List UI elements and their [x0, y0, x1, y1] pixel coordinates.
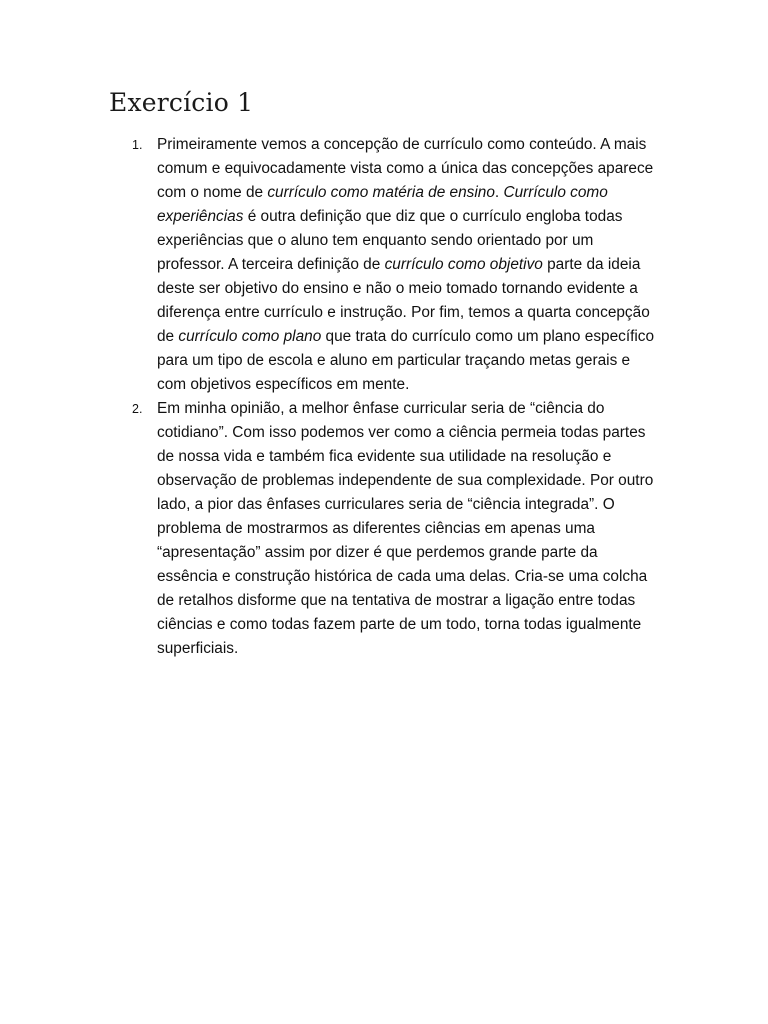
list-item-number: 1. — [132, 138, 143, 152]
list-item — [132, 397, 662, 661]
paragraph-text — [157, 136, 654, 393]
italic-term: Currículo como experiências — [157, 184, 608, 225]
italic-term: currículo como objetivo — [384, 256, 543, 273]
text-segment: é outra definição que diz que o currículo engloba todas experiências que o aluno tem enquanto sendo orientado por um professor. A terceira definição de — [157, 208, 623, 273]
italic-term: currículo como plano — [178, 328, 322, 345]
paragraph-text — [157, 400, 653, 657]
page-title: Exercício 1 — [109, 88, 254, 117]
numbered-list — [132, 133, 662, 661]
text-segment: . — [494, 184, 504, 201]
text-segment: Em minha opinião, a melhor ênfase curricular seria de “ciência do cotidiano”. Com isso podemos ver como a ciência permeia todas partes de nossa vida e também fica evidente sua utilidade na resolução e observação de problemas independente de sua complexidade. Por outro lado, a pior das ênfases curriculares seria de “ciência integrada”. O problema de mostrarmos as diferentes ciências em apenas uma “apresentação” assim por dizer é que perdemos grande parte da essência e construção histórica de cada uma delas. Cria-se uma colcha de retalhos disforme que na tentativa de mostrar a ligação entre todas ciências e como todas fazem parte de um todo, torna todas igualmente superficiais. — [157, 400, 654, 657]
text-segment: que trata do currículo como um plano específico para um tipo de escola e aluno em particular traçando metas gerais e com objetivos específicos em mente. — [157, 328, 655, 393]
italic-term: currículo como matéria de ensino — [267, 184, 495, 201]
text-segment: parte da ideia deste ser objetivo do ensino e não o meio tomado tornando evidente a diferença entre currículo e instrução. Por fim, temos a quarta concepção de — [157, 256, 650, 345]
list-item-number: 2. — [132, 402, 143, 416]
text-segment: Primeiramente vemos a concepção de currículo como conteúdo. A mais comum e equivocadamente vista como a única das concepções aparece com o nome de — [157, 136, 654, 201]
list-item — [132, 133, 662, 397]
